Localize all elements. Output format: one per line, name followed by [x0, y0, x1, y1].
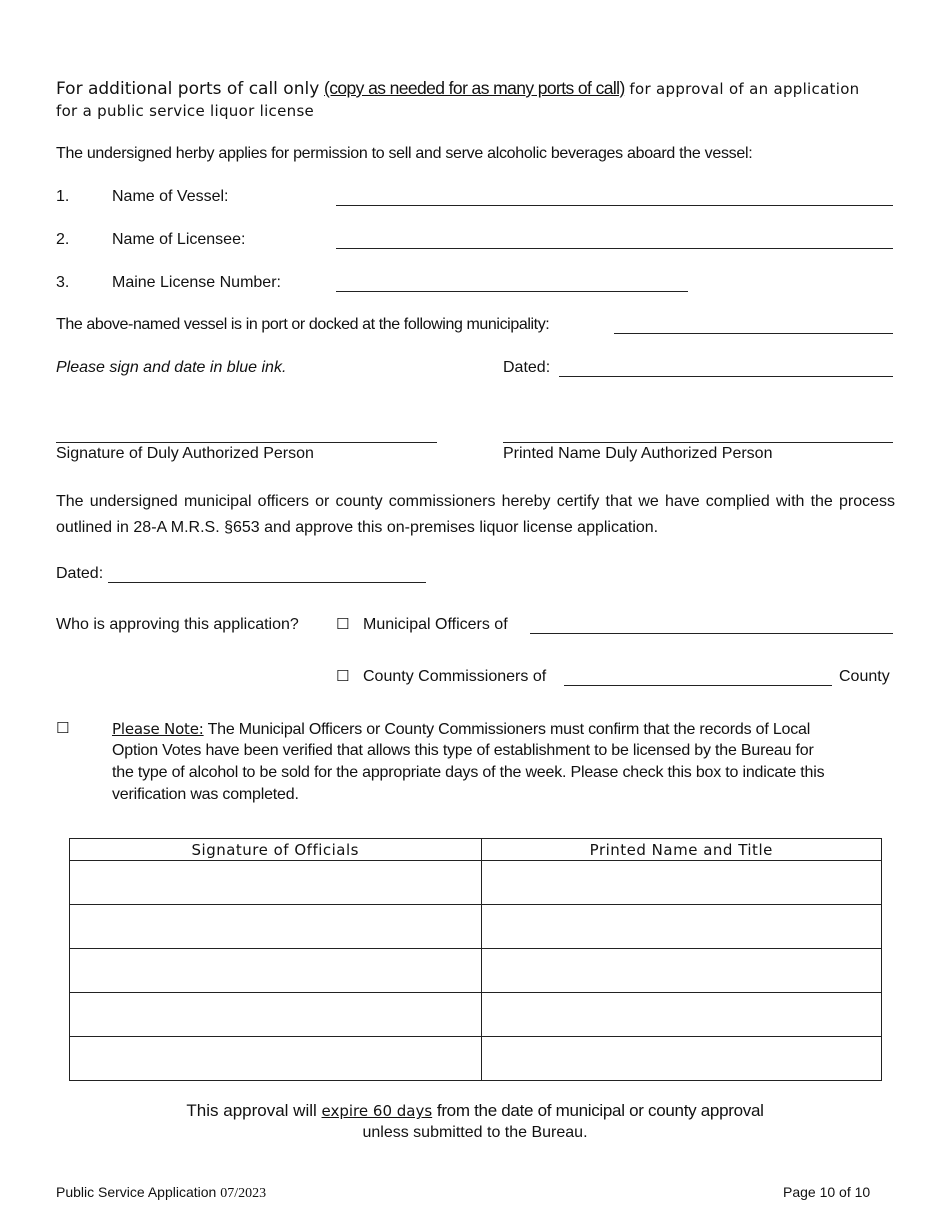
field-label-vessel: Name of Vessel:	[112, 188, 229, 205]
dated-label-2: Dated:	[56, 565, 104, 582]
approver-question: Who is approving this application?	[56, 616, 299, 633]
header-intro-line2: for a public service liquor license	[56, 102, 315, 120]
note-line-1	[112, 720, 810, 739]
footer-form-title: Public Service Application	[56, 1184, 217, 1200]
applicant-date-line[interactable]	[559, 376, 893, 377]
field-number-licensee: 2.	[56, 231, 70, 248]
vessel-name-line[interactable]	[336, 205, 893, 206]
header-intro	[56, 78, 860, 99]
county-commissioners-label: County Commissioners of	[363, 668, 547, 685]
expiry-part1: This approval will	[186, 1101, 317, 1120]
applies-statement: The undersigned herby applies for permission to sell and serve alcoholic beverages aboard the vessel:	[56, 145, 753, 162]
field-label-license: Maine License Number:	[112, 274, 281, 291]
note-heading: Please Note:	[112, 720, 204, 738]
note-line-3: the type of alcohol to be sold for the appropriate days of the week. Please check this box to indicate this	[112, 764, 825, 781]
approval-date-line[interactable]	[108, 582, 426, 583]
expiry-line-2: unless submitted to the Bureau.	[362, 1124, 588, 1141]
table-row	[70, 1037, 882, 1081]
county-commissioners-line[interactable]	[564, 685, 832, 686]
footer-version: 07/2023	[220, 1186, 267, 1201]
license-number-line[interactable]	[336, 291, 688, 292]
signature-label: Signature of Duly Authorized Person	[56, 445, 314, 462]
official-signature-cell[interactable]	[70, 905, 482, 949]
dated-label: Dated:	[503, 359, 551, 376]
footer-page-number: Page 10 of 10	[783, 1184, 871, 1200]
printed-name-label: Printed Name Duly Authorized Person	[503, 445, 773, 462]
table-row	[70, 949, 882, 993]
officials-table	[69, 838, 882, 1081]
official-name-title-cell[interactable]	[481, 905, 882, 949]
official-name-title-cell[interactable]	[481, 861, 882, 905]
official-name-title-cell[interactable]	[481, 993, 882, 1037]
field-label-licensee: Name of Licensee:	[112, 231, 246, 248]
municipal-officers-label: Municipal Officers of	[363, 616, 508, 633]
official-name-title-cell[interactable]	[481, 949, 882, 993]
municipal-checkbox[interactable]: ☐	[336, 615, 350, 633]
header-signature-of-officials: Signature of Officials	[70, 839, 482, 861]
header-intro-part1: For additional ports of call only	[56, 79, 320, 99]
official-signature-cell[interactable]	[70, 993, 482, 1037]
licensee-name-line[interactable]	[336, 248, 893, 249]
certify-statement: The undersigned municipal officers or county commissioners hereby certify that we have complied with the process outlined in 28-A M.R.S. §653 and approve this on-premises liquor license application.	[56, 493, 895, 536]
field-number-license: 3.	[56, 274, 70, 291]
table-row	[70, 993, 882, 1037]
municipality-statement: The above-named vessel is in port or docked at the following municipality:	[56, 316, 550, 333]
expiry-underlined: expire 60 days	[321, 1102, 433, 1120]
note-line-2: Option Votes have been verified that allows this type of establishment to be licensed by the Bureau for	[112, 742, 814, 759]
table-row	[70, 905, 882, 949]
applicant-printed-name-line[interactable]	[503, 442, 893, 443]
expiry-part2: from the date of municipal or county approval	[436, 1101, 764, 1120]
note-text-1: The Municipal Officers or County Commissioners must confirm that the records of Local	[207, 721, 811, 738]
sign-instruction: Please sign and date in blue ink.	[56, 359, 287, 376]
officials-table-header	[70, 839, 882, 861]
table-row	[70, 861, 882, 905]
header-intro-underlined: (copy as needed for as many ports of call)	[324, 78, 625, 98]
county-suffix: County	[839, 668, 890, 685]
official-name-title-cell[interactable]	[481, 1037, 882, 1081]
verification-checkbox[interactable]: ☐	[56, 719, 70, 737]
note-line-4: verification was completed.	[112, 786, 299, 803]
field-number-vessel: 1.	[56, 188, 70, 205]
official-signature-cell[interactable]	[70, 949, 482, 993]
footer-form-name	[56, 1184, 266, 1202]
expiry-line-1	[0, 1101, 950, 1121]
municipality-line[interactable]	[614, 333, 893, 334]
applicant-signature-line[interactable]	[56, 442, 437, 443]
municipal-officers-line[interactable]	[530, 633, 893, 634]
header-intro-part2: for approval of an application	[629, 80, 860, 98]
official-signature-cell[interactable]	[70, 861, 482, 905]
county-checkbox[interactable]: ☐	[336, 667, 350, 685]
header-printed-name-title: Printed Name and Title	[481, 839, 882, 861]
official-signature-cell[interactable]	[70, 1037, 482, 1081]
